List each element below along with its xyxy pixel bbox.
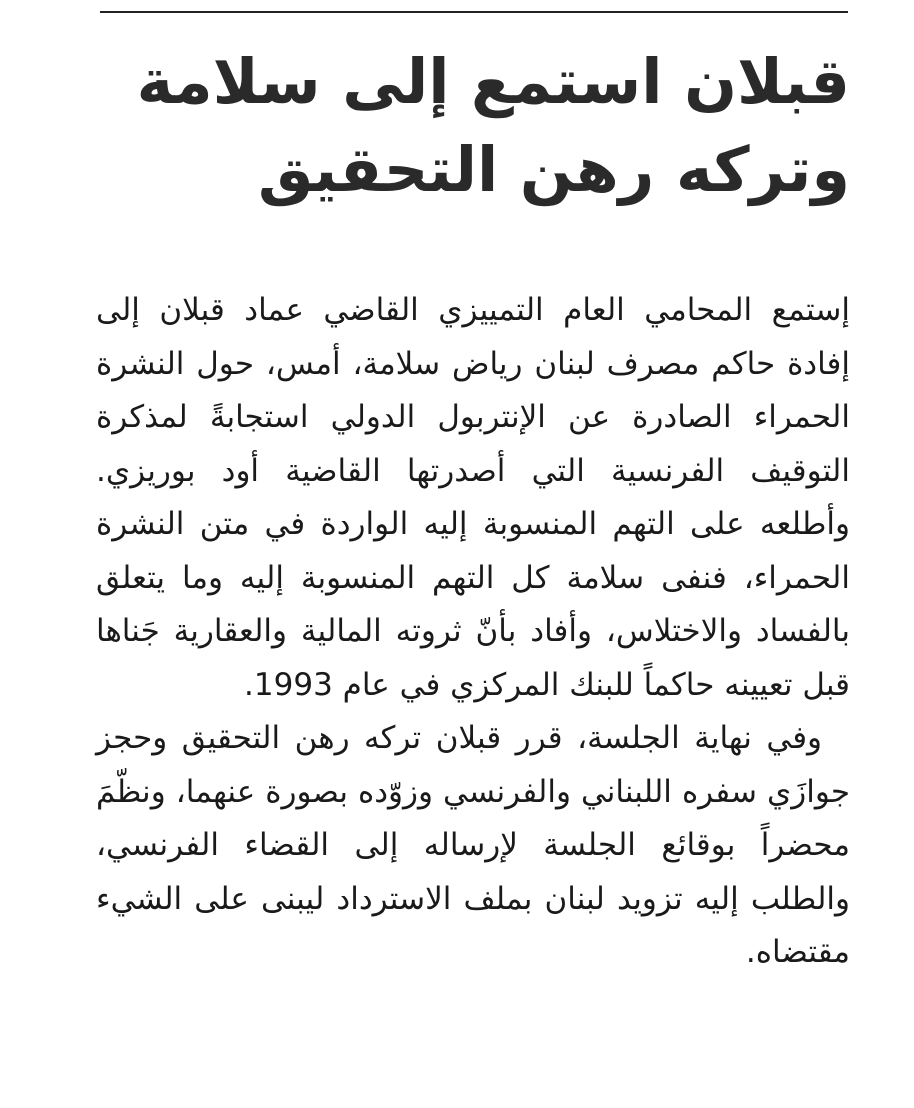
article-headline bbox=[100, 38, 850, 214]
top-divider-rule bbox=[100, 11, 848, 13]
headline-line-1: قبلان استمع إلى سلامة bbox=[136, 45, 850, 118]
article-paragraph-2: وفي نهاية الجلسة، قرر قبلان تركه رهن التحقيق وحجز جوازَي سفره اللبناني والفرنسي وزوّده بصورة عنهما، ونظّمَ محضراً بوقائع الجلسة لإرساله إلى القضاء الفرنسي، والطلب إليه تزويد لبنان بملف الاسترداد ليبنى على الشيء مقتضاه. bbox=[96, 720, 850, 970]
article-body bbox=[96, 284, 850, 980]
headline-line-2: وتركه رهن التحقيق bbox=[257, 133, 850, 206]
article-paragraph-1: إستمع المحامي العام التمييزي القاضي عماد قبلان إلى إفادة حاكم مصرف لبنان رياض سلامة، أمس، حول النشرة الحمراء الصادرة عن الإنتربول الدولي استجابةً لمذكرة التوقيف الفرنسية التي أصدرتها القاضية أود بوريزي. وأطلعه على التهم المنسوبة إليه الواردة في متن النشرة الحمراء، فنفى سلامة كل التهم المنسوبة إليه وما يتعلق بالفساد والاختلاس، وأفاد بأنّ ثروته المالية والعقارية جَناها قبل تعيينه حاكماً للبنك المركزي في عام 1993. bbox=[96, 292, 850, 703]
